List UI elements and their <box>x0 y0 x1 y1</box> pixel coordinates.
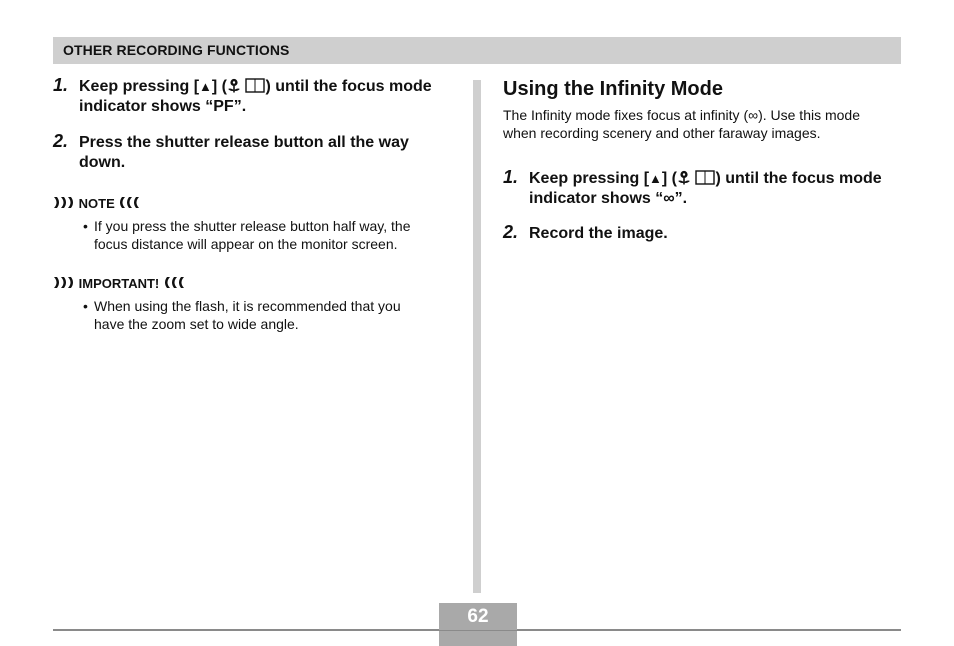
important-label: IMPORTANT! <box>78 275 160 291</box>
landscape-mountain-icon <box>695 170 715 185</box>
step-number: 2. <box>53 131 69 151</box>
note-heading <box>53 195 140 212</box>
step-number: 1. <box>53 75 69 95</box>
left-step-1: 1. Keep pressing [▲] ( ) until the focus mode indicator shows “PF”. <box>53 75 432 115</box>
step-number: 2. <box>503 222 519 242</box>
right-step-2: 2. Record the image. <box>503 222 668 242</box>
note-label: NOTE <box>78 195 115 211</box>
bullet-dot: • <box>83 218 88 234</box>
section-header <box>53 37 901 64</box>
triple-bracket-right-icon <box>53 276 75 289</box>
column-divider <box>473 80 481 593</box>
up-triangle-icon: ▲ <box>199 79 212 94</box>
up-triangle-icon: ▲ <box>649 171 662 186</box>
step-number: 1. <box>503 167 519 187</box>
page-number-tab <box>439 631 517 646</box>
right-step-1: 1. Keep pressing [▲] ( ) until the focus mode indicator shows “∞”. <box>503 167 882 207</box>
triple-bracket-left-icon <box>163 276 185 289</box>
triple-bracket-left-icon <box>118 196 140 209</box>
intro-paragraph: The Infinity mode fixes focus at infinity (∞). Use this mode when recording scenery and other faraway images. <box>503 107 861 141</box>
left-step-2: 2. Press the shutter release button all the way down. <box>53 131 409 171</box>
section-header-title: OTHER RECORDING FUNCTIONS <box>63 42 290 58</box>
landscape-mountain-icon <box>245 78 265 93</box>
triple-bracket-right-icon <box>53 196 75 209</box>
bullet-dot: • <box>83 298 88 314</box>
macro-flower-icon <box>677 170 691 185</box>
page-number: 62 <box>439 603 517 630</box>
section-title: Using the Infinity Mode <box>503 78 723 100</box>
macro-flower-icon <box>227 78 241 93</box>
important-heading <box>53 275 185 292</box>
